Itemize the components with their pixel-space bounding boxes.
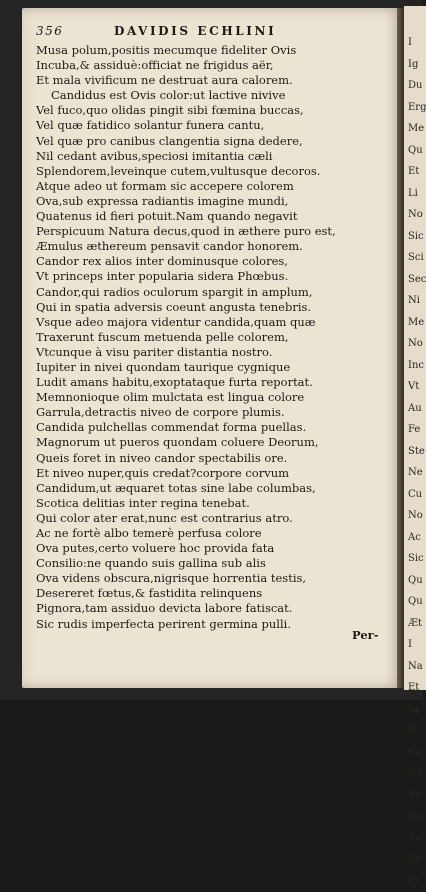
text-line: Qui color ater erat,nunc est contrarius atro. [36, 511, 398, 526]
right-page-line-fragment: No [404, 505, 426, 527]
text-line: Sic rudis imperfecta perirent germina pulli. [36, 617, 398, 632]
right-page-line-fragment: Ac [404, 527, 426, 549]
right-page-line-fragment: Li [404, 183, 426, 205]
text-line: Vel quæ pro canibus clangentia signa dedere, [36, 134, 398, 149]
right-page-line-fragment: Ne [404, 462, 426, 484]
right-page-line-fragment: Sic [404, 226, 426, 248]
text-line: Perspicuum Natura decus,quod in æthere puro est, [36, 224, 398, 239]
text-line: Memnonioque olim mulctata est lingua colore [36, 390, 398, 405]
page-header [36, 24, 326, 42]
right-page-line-fragment: Ig [404, 699, 426, 721]
right-page-line-fragment: Co [404, 742, 426, 764]
right-page-line-fragment: Qu [404, 806, 426, 828]
text-line: Splendorem,leveinque cutem,vultusque decoros. [36, 164, 398, 179]
text-line: Atque adeo ut formam sic accepere colorem [36, 179, 398, 194]
text-line: Scotica delitias inter regina tenebat. [36, 496, 398, 511]
text-line: Candor rex alios inter dominusque colores, [36, 254, 398, 269]
right-page-line-fragment: Erg [404, 97, 426, 119]
page-number: 356 [36, 24, 63, 38]
text-line: Candidus est Ovis color:ut lactive nivive [36, 88, 398, 103]
right-page-line-fragment: Qu [404, 570, 426, 592]
text-line: Nil cedant avibus,speciosi imitantia cæli [36, 149, 398, 164]
right-page-line-fragment: No [404, 333, 426, 355]
catchword: Per- [352, 628, 379, 642]
right-page-line-fragment: No [404, 204, 426, 226]
text-line: Ac ne fortè albo temerè perfusa colore [36, 526, 398, 541]
text-line: Vel fuco,quo olidas pingit sibi fœmina buccas, [36, 103, 398, 118]
text-line: Ova putes,certo voluere hoc provida fata [36, 541, 398, 556]
right-page-line-fragment: Sci [404, 247, 426, 269]
right-page-line-fragment: Me [404, 118, 426, 140]
text-line: Queis foret in niveo candor spectabilis ore. [36, 451, 398, 466]
text-line: Musa polum,positis mecumque fideliter Ovis [36, 43, 398, 58]
right-page-line-fragment: Vt [404, 785, 426, 807]
text-line: Ludit amans habitu,exoptataque furta reportat. [36, 375, 398, 390]
right-page-line-fragment: Me [404, 312, 426, 334]
text-line: Ova,sub expressa radiantis imagine mundi, [36, 194, 398, 209]
poem-text-block [36, 43, 398, 632]
right-page-fragments [404, 32, 426, 892]
right-page-line-fragment: Vt [404, 376, 426, 398]
right-page-line-fragment: Na [404, 656, 426, 678]
text-line: Candor,qui radios oculorum spargit in amplum, [36, 285, 398, 300]
right-page-line-fragment: I [404, 634, 426, 656]
text-line: Et mala vivificum ne destruat aura calorem. [36, 73, 398, 88]
right-page-line-fragment: Au [404, 398, 426, 420]
right-page-line-fragment: Inc [404, 355, 426, 377]
text-line: Magnorum ut pueros quondam coluere Deorum, [36, 435, 398, 450]
right-page-line-fragment: Fe [404, 419, 426, 441]
right-page-line-fragment: Cr [404, 871, 426, 892]
running-head: DAVIDIS ECHLINI [114, 24, 276, 38]
right-page-line-fragment: H [404, 720, 426, 742]
right-page-line-fragment: Et [404, 849, 426, 871]
right-page-line-fragment: Ne [404, 763, 426, 785]
right-page-line-fragment: Et [404, 677, 426, 699]
right-page-line-fragment: Et [404, 161, 426, 183]
right-page-line-fragment: Ni [404, 290, 426, 312]
text-line: Vtcunque à visu pariter distantia nostro. [36, 345, 398, 360]
right-page-line-fragment: I [404, 32, 426, 54]
text-line: Quatenus id fieri potuit.Nam quando negavit [36, 209, 398, 224]
text-line: Garrula,detractis niveo de corpore plumis. [36, 405, 398, 420]
text-line: Desereret fœtus,& fastidita relinquens [36, 586, 398, 601]
text-line: Qui in spatia adversis coeunt angusta tenebris. [36, 300, 398, 315]
right-page-line-fragment: Ig [404, 54, 426, 76]
text-line: Candidum,ut æquaret totas sine labe columbas, [36, 481, 398, 496]
right-page-line-fragment: Cu [404, 484, 426, 506]
text-line: Vt princeps inter popularia sidera Phœbus. [36, 269, 398, 284]
right-page-line-fragment: Qu [404, 140, 426, 162]
text-line: Incuba,& assiduè:officiat ne frigidus aër, [36, 58, 398, 73]
text-line: Æmulus æthereum pensavit candor honorem. [36, 239, 398, 254]
text-line: Traxerunt fuscum metuenda pelle colorem, [36, 330, 398, 345]
text-line: Et niveo nuper,quis credat?corpore corvum [36, 466, 398, 481]
text-line: Iupiter in nivei quondam taurique cygnique [36, 360, 398, 375]
right-page-edge [404, 6, 426, 690]
right-page-line-fragment: Sec [404, 269, 426, 291]
right-page-line-fragment: Du [404, 75, 426, 97]
right-page-line-fragment: Æt [404, 613, 426, 635]
text-line: Consilio:ne quando suis gallina sub alis [36, 556, 398, 571]
right-page-line-fragment: Sic [404, 548, 426, 570]
text-line: Pignora,tam assiduo devicta labore fatiscat. [36, 601, 398, 616]
right-page-line-fragment: Au [404, 828, 426, 850]
text-line: Vsque adeo majora videntur candida,quam quæ [36, 315, 398, 330]
text-line: Candida pulchellas commendat forma puellas. [36, 420, 398, 435]
text-line: Ova videns obscura,nigrisque horrentia testis, [36, 571, 398, 586]
right-page-line-fragment: Qu [404, 591, 426, 613]
text-line: Vel quæ fatidico solantur funera cantu, [36, 118, 398, 133]
right-page-line-fragment: Ste [404, 441, 426, 463]
